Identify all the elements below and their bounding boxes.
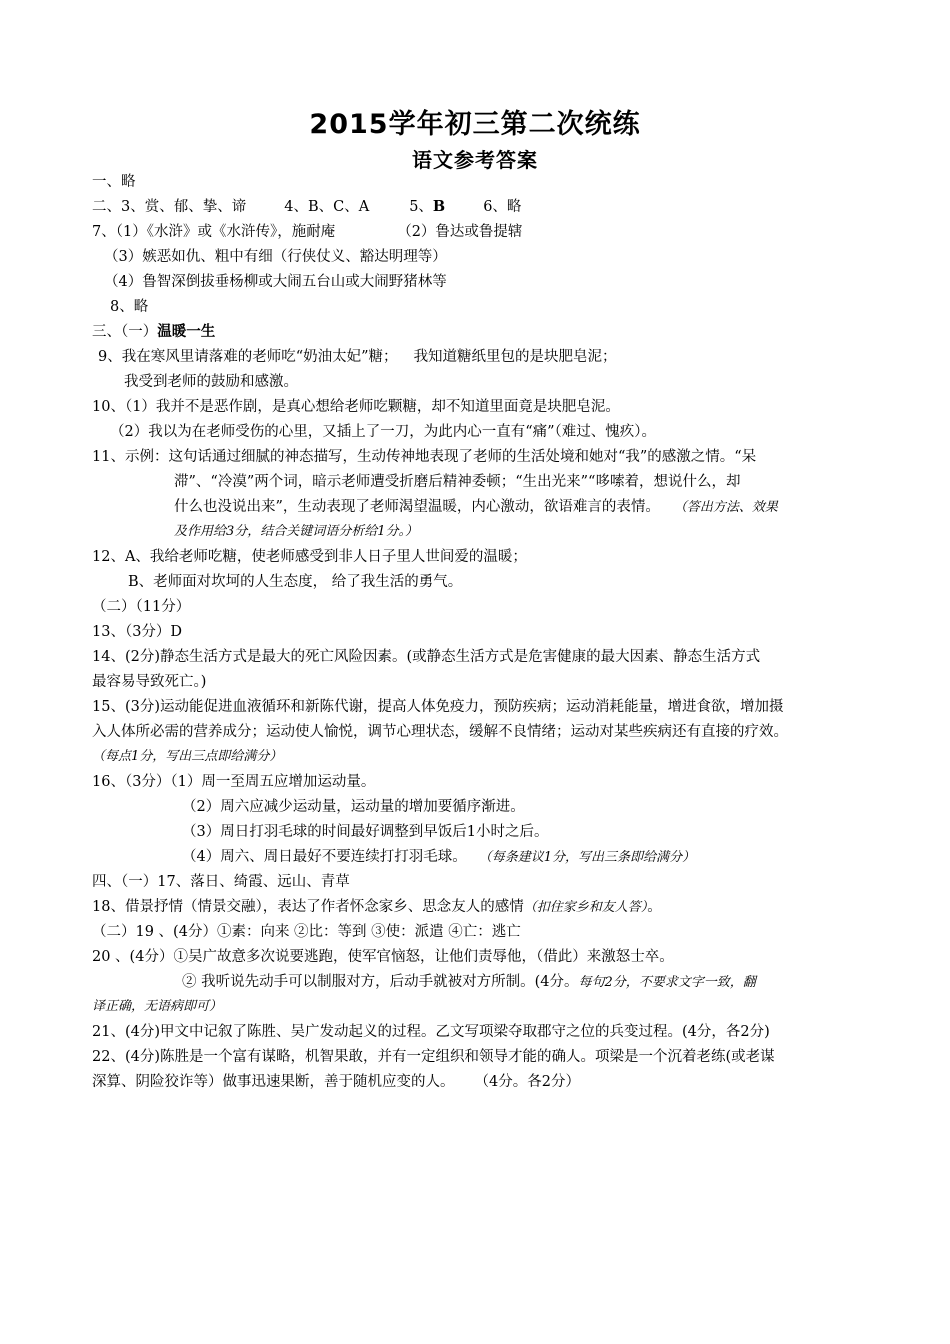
answer-22-score: （4分。各2分） (474, 1074, 580, 1090)
section-3-heading: 温暖一生 (157, 323, 216, 340)
answer-line-30 (92, 897, 662, 918)
answer-line-29: 四、（一）17、落日、绮霞、远山、青草 (92, 874, 350, 890)
answer-line-7 (92, 322, 215, 342)
answer-line-2 (92, 197, 521, 217)
answer-line-3 (92, 222, 522, 242)
answer-line-15: 及作用给3分，结合关键词语分析给1分。） (174, 524, 419, 539)
answer-3-part-b: （2）鲁达或鲁提辖 (397, 224, 523, 240)
answer-line-16: 12、A、我给老师吃糖，使老师感受到非人日子里人世间爱的温暖； (92, 549, 527, 565)
answer-16-scoring-note: （每条建议1分，写出三条即给满分） (478, 850, 696, 865)
answer-line-18: （二）（11分） (92, 599, 191, 615)
answer-line-34: 译正确，无语病即可） (92, 999, 223, 1014)
answer-2-part-c: 5、 (409, 199, 433, 215)
answer-20-item-2: ② 我听说先动手可以制服对方，后动手就被对方所制。(4分。 (182, 974, 579, 990)
answer-11-scoring-note: （答出方法、效果 (673, 500, 778, 515)
answer-line-22: 15、(3分)运动能促进血液循环和新陈代谢，提高人体免疫力，预防疾病；运动消耗能量，增进食欲，增加摄 (92, 699, 784, 715)
answer-18-period: 。 (647, 899, 662, 915)
page-subtitle: 语文参考答案 (412, 148, 538, 172)
answer-18-text: 18、借景抒情（情景交融），表达了作者怀念家乡、思念友人的感情 (92, 899, 524, 915)
answer-16-item-4: （4）周六、周日最好不要连续打打羽毛球。 (182, 849, 467, 865)
answer-2-part-b: 4、B、C、A (284, 199, 370, 215)
answer-line-6: 8、略 (110, 299, 149, 315)
answer-line-28 (182, 847, 695, 868)
answer-line-23: 入人体所必需的营养成分；运动使人愉悦，调节心理状态，缓解不良情绪；运动对某些疾病还有直接的疗效。 (92, 724, 788, 740)
answer-line-9: 我受到老师的鼓励和感激。 (124, 374, 298, 390)
answer-9-part-a: 9、我在寒风里请落难的老师吃“奶油太妃”糖； (98, 349, 398, 365)
answer-line-37 (92, 1072, 580, 1092)
answer-line-36: 22、(4分)陈胜是一个富有谋略，机智果敢，并有一定组织和领导才能的确人。项梁是一个沉着老练(或老谋 (92, 1049, 775, 1065)
answer-22-text: 深算、阴险狡诈等）做事迅速果断，善于随机应变的人。 (92, 1074, 455, 1090)
answer-line-33 (182, 972, 756, 993)
section-3-label: 三、（一） (92, 324, 158, 340)
answer-line-10: 10、（1）我并不是恶作剧，是真心想给老师吃颗糖，却不知道里面竟是块肥皂泥。 (92, 399, 620, 415)
answer-2-part-a: 二、3、赏、郁、挚、谛 (92, 199, 247, 215)
answer-line-8 (98, 347, 617, 367)
answer-9-part-b: 我知道糖纸里包的是块肥皂泥； (413, 349, 617, 365)
answer-line-4: （3）嫉恶如仇、粗中有细（行侠仗义、豁达明理等） (104, 249, 447, 265)
answer-line-20: 14、(2分)静态生活方式是最大的死亡风险因素。(或静态生活方式是危害健康的最大因素、静态生活方式 (92, 649, 761, 665)
answer-line-5: （4）鲁智深倒拔垂杨柳或大闹五台山或大闹野猪林等 (104, 274, 447, 290)
answer-line-12: 11、示例：这句话通过细腻的神态描写，生动传神地表现了老师的生活处境和她对“我”的感激之情。“呆 (92, 449, 757, 465)
answer-line-27: （3）周日打羽毛球的时间最好调整到早饭后1小时之后。 (182, 824, 549, 840)
answer-18-note: （扣住家乡和友人答） (523, 900, 648, 915)
answer-line-21: 最容易导致死亡。) (92, 674, 207, 690)
answer-line-1: 一、略 (92, 174, 136, 190)
answer-3-part-a: 7、（1）《水浒》或《水浒传》，施耐庵 (92, 224, 336, 240)
answer-line-35: 21、(4分)甲文中记叙了陈胜、吴广发动起义的过程。乙文写项梁夺取郡守之位的兵变过程。(4分，各2分) (92, 1024, 770, 1040)
answer-line-19: 13、（3分）D (92, 624, 183, 640)
answer-line-17: B、老师面对坎坷的人生态度， 给了我生活的勇气。 (128, 574, 463, 590)
page-title: 2015学年初三第二次统练 (309, 109, 641, 140)
answer-line-14 (174, 497, 778, 518)
answer-2-part-d: B (432, 198, 446, 215)
answer-line-11: （2）我以为在老师受伤的心里，又插上了一刀，为此内心一直有“痛”（难过、愧疚）。 (110, 424, 657, 440)
answer-line-13: 滞”、“冷漠”两个词，暗示老师遭受折磨后精神委顿；“生出光来”“哆嗦着，想说什么，却 (174, 474, 741, 490)
answer-line-31: （二）19 、(4分）①素：向来 ②比：等到 ③使：派遣 ④亡：逃亡 (92, 924, 521, 940)
answer-line-32: 20 、(4分）①吴广故意多次说要逃跑，使军官恼怒，让他们责辱他，（借此）来激怒士卒。 (92, 949, 674, 965)
answer-line-26: （2）周六应减少运动量，运动量的增加要循序渐进。 (182, 799, 525, 815)
answer-line-25: 16、（3分）（1）周一至周五应增加运动量。 (92, 774, 376, 790)
answer-2-part-e: 6、略 (483, 199, 522, 215)
answer-line-24: （每点1分，写出三点即给满分） (92, 749, 283, 764)
answer-11-text: 什么也没说出来”，生动表现了老师渴望温暖，内心激动，欲语难言的表情。 (174, 499, 660, 515)
answer-20-scoring-note: 每句2分，不要求文字一致，翻 (578, 975, 756, 990)
